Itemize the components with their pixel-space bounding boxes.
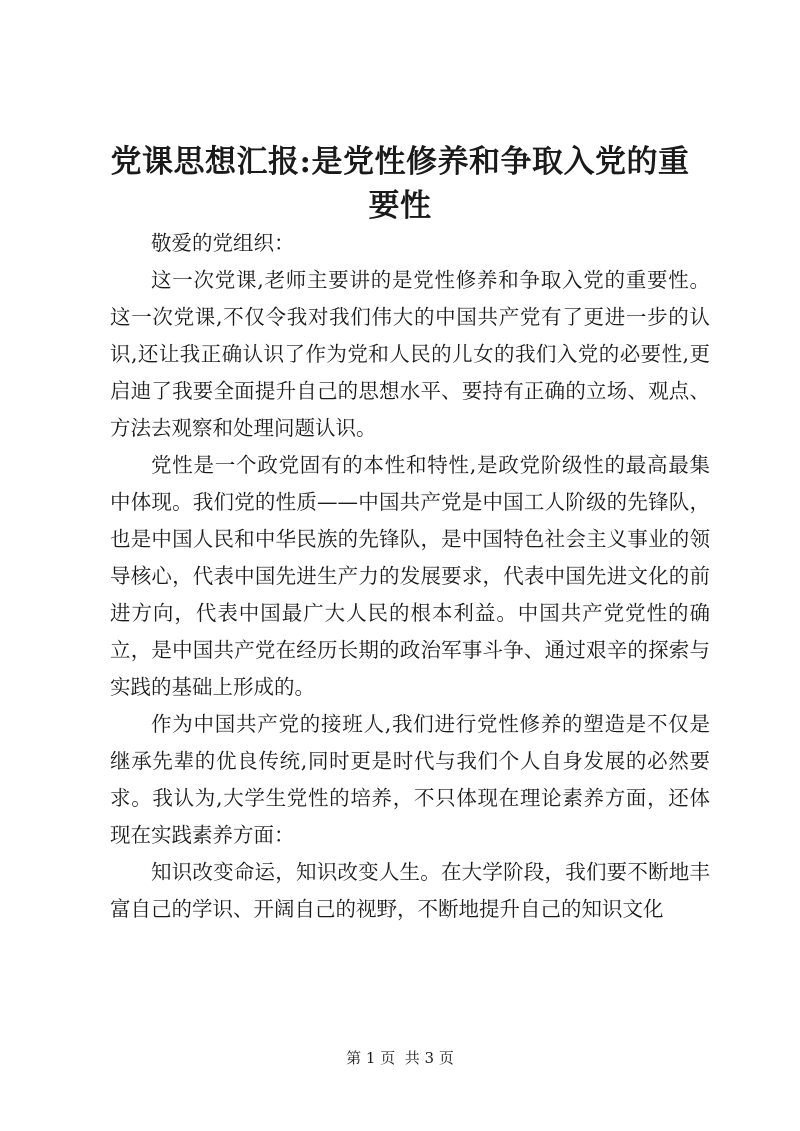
paragraph: 知识改变命运，知识改变人生。在大学阶段，我们要不断地丰富自己的学识、开阔自己的视野，不断地提升自己的知识文化: [110, 860, 710, 921]
paragraph: 党性是一个政党固有的本性和特性,是政党阶级性的最高最集中体现。我们党的性质——中国共产党是中国工人阶级的先锋队，也是中国人民和中华民族的先锋队，是中国特色社会主义事业的领导核心，代表中国先进生产力的发展要求，代表中国先进文化的前进方向，代表中国最广大人民的根本利益。中国共产党党性的确立，是中国共产党在经历长期的政治军事斗争、通过艰辛的探索与实践的基础上形成的。: [110, 453, 710, 699]
paragraph: 作为中国共产党的接班人,我们进行党性修养的塑造是不仅是继承先辈的优良传统,同时更是时代与我们个人自身发展的必然要求。我认为,大学生党性的培养，不只体现在理论素养方面，还体现在实践素养方面：: [110, 712, 710, 847]
document-title: 党课思想汇报:是党性修养和争取入党的重要性: [110, 144, 690, 224]
page-number: 第 1 页 共 3 页: [346, 1049, 454, 1067]
page-footer: [0, 1048, 800, 1068]
salutation: 敬爱的党组织：: [151, 231, 295, 255]
document-body: [110, 225, 710, 928]
paragraph: 这一次党课,老师主要讲的是党性修养和争取入党的重要性。这一次党课,不仅令我对我们伟大的中国共产党有了更进一步的认识,还让我正确认识了作为党和人民的儿女的我们入党的必要性,更启迪了我要全面提升自己的思想水平、要持有正确的立场、观点、方法去观察和处理问题认识。: [110, 268, 710, 440]
